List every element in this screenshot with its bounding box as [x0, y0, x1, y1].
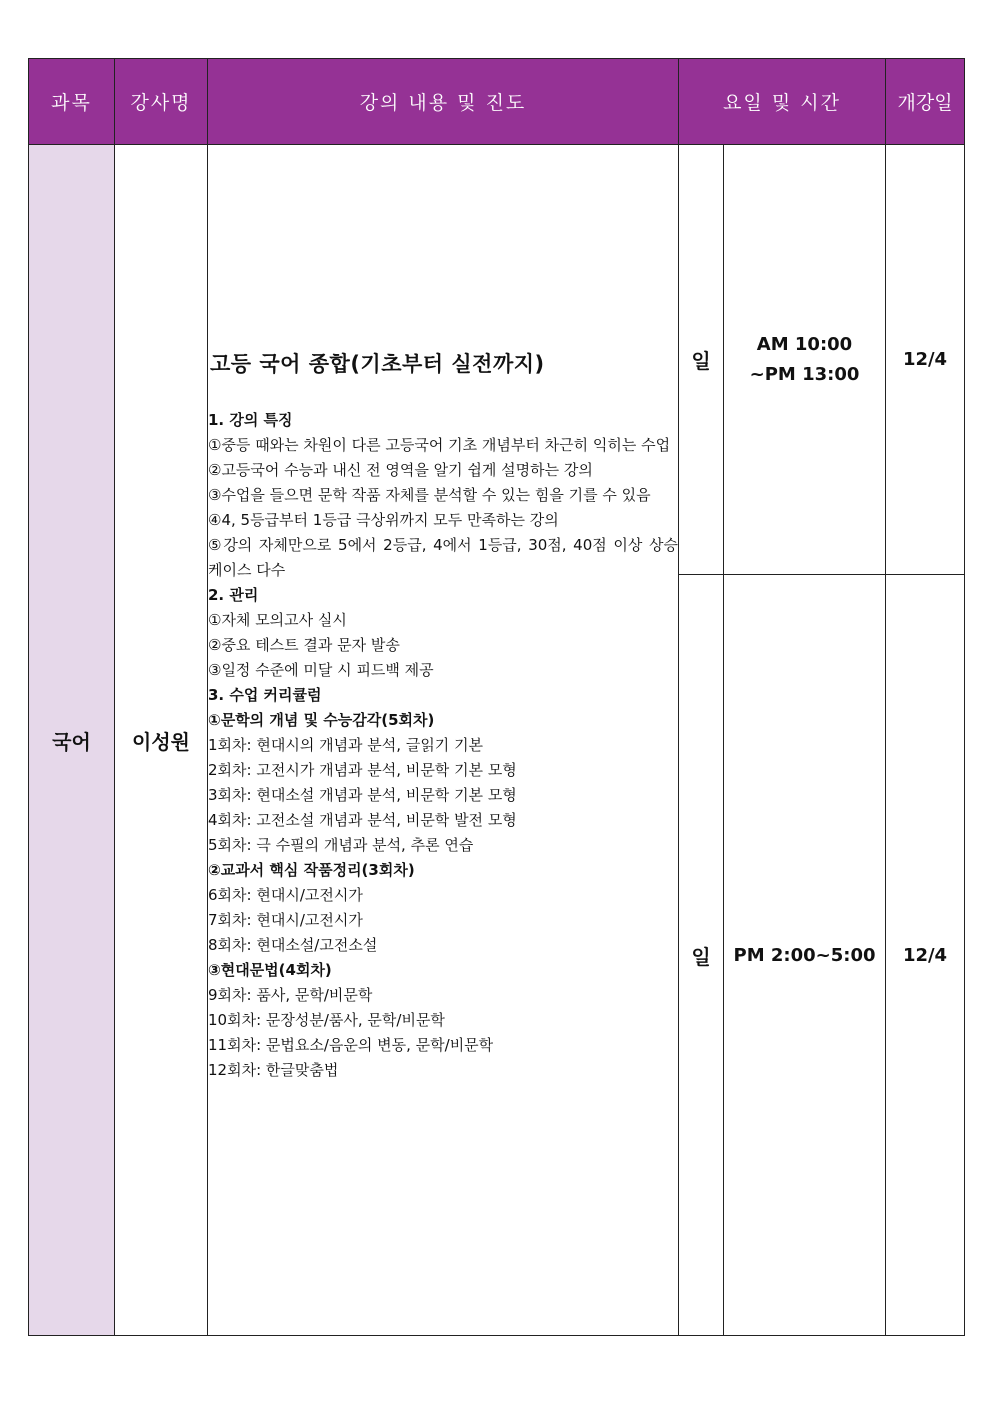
list-item: 8회차: 현대소설/고전소설: [208, 936, 378, 954]
header-row: [29, 59, 965, 145]
list-item: 3회차: 현대소설 개념과 분석, 비문학 기본 모형: [208, 786, 517, 804]
list-item: 4회차: 고전소설 개념과 분석, 비문학 발전 모형: [208, 811, 517, 829]
list-item: 7회차: 현대시/고전시가: [208, 911, 363, 929]
list-item: 6회차: 현대시/고전시가: [208, 886, 363, 904]
course-description: [208, 408, 678, 1083]
subject-cell: 국어: [29, 145, 115, 1336]
section-heading: 2. 관리: [208, 586, 259, 604]
header-subject: 과목: [29, 59, 115, 145]
list-item: 10회차: 문장성분/품사, 문학/비문학: [208, 1011, 445, 1029]
header-start-date: 개강일: [886, 59, 965, 145]
list-item: ①자체 모의고사 실시: [208, 611, 347, 629]
session-time: PM 2:00~5:00: [724, 575, 886, 1336]
list-item: ②고등국어 수능과 내신 전 영역을 알기 쉽게 설명하는 강의: [208, 461, 593, 479]
session-start-date: 12/4: [886, 145, 965, 575]
lecture-schedule-table: [28, 58, 965, 1336]
list-item: 2회차: 고전시가 개념과 분석, 비문학 기본 모형: [208, 761, 517, 779]
teacher-cell: 이성원: [115, 145, 208, 1336]
course-title: 고등 국어 종합(기초부터 실전까지): [210, 352, 545, 376]
section-heading: 1. 강의 특징: [208, 411, 293, 429]
session-day: 일: [679, 145, 724, 575]
list-item: ①중등 때와는 차원이 다른 고등국어 기초 개념부터 차근히 익히는 수업: [208, 436, 671, 454]
header-teacher: 강사명: [115, 59, 208, 145]
session-start-date: 12/4: [886, 575, 965, 1336]
session-time-end: ~PM 13:00: [749, 363, 860, 385]
list-item: 12회차: 한글맞춤법: [208, 1061, 339, 1079]
table-row: [29, 145, 965, 575]
list-item: ③일정 수준에 미달 시 피드백 제공: [208, 661, 434, 679]
header-schedule: 요일 및 시간: [679, 59, 886, 145]
list-item: 11회차: 문법요소/음운의 변동, 문학/비문학: [208, 1036, 494, 1054]
schedule-page: [28, 58, 964, 1336]
list-item: ⑤강의 자체만으로 5에서 2등급, 4에서 1등급, 30점, 40점 이상 상승 케이스 다수: [208, 536, 678, 579]
list-item: ②중요 테스트 결과 문자 발송: [208, 636, 400, 654]
curriculum-group: ①문학의 개념 및 수능감각(5회차): [208, 711, 435, 729]
section-heading: 3. 수업 커리큘럼: [208, 686, 322, 704]
session-day: 일: [679, 575, 724, 1336]
list-item: 1회차: 현대시의 개념과 분석, 글읽기 기본: [208, 736, 484, 754]
list-item: 5회차: 극 수필의 개념과 분석, 추론 연습: [208, 836, 474, 854]
session-time: [724, 145, 886, 575]
content-cell: [208, 145, 679, 1336]
list-item: 9회차: 품사, 문학/비문학: [208, 986, 373, 1004]
list-item: ③수업을 들으면 문학 작품 자체를 분석할 수 있는 힘을 기를 수 있음: [208, 486, 651, 504]
curriculum-group: ③현대문법(4회차): [208, 961, 332, 979]
curriculum-group: ②교과서 핵심 작품정리(3회차): [208, 861, 415, 879]
header-content: 강의 내용 및 진도: [208, 59, 679, 145]
list-item: ④4, 5등급부터 1등급 극상위까지 모두 만족하는 강의: [208, 511, 559, 529]
session-time-start: AM 10:00: [756, 333, 853, 355]
